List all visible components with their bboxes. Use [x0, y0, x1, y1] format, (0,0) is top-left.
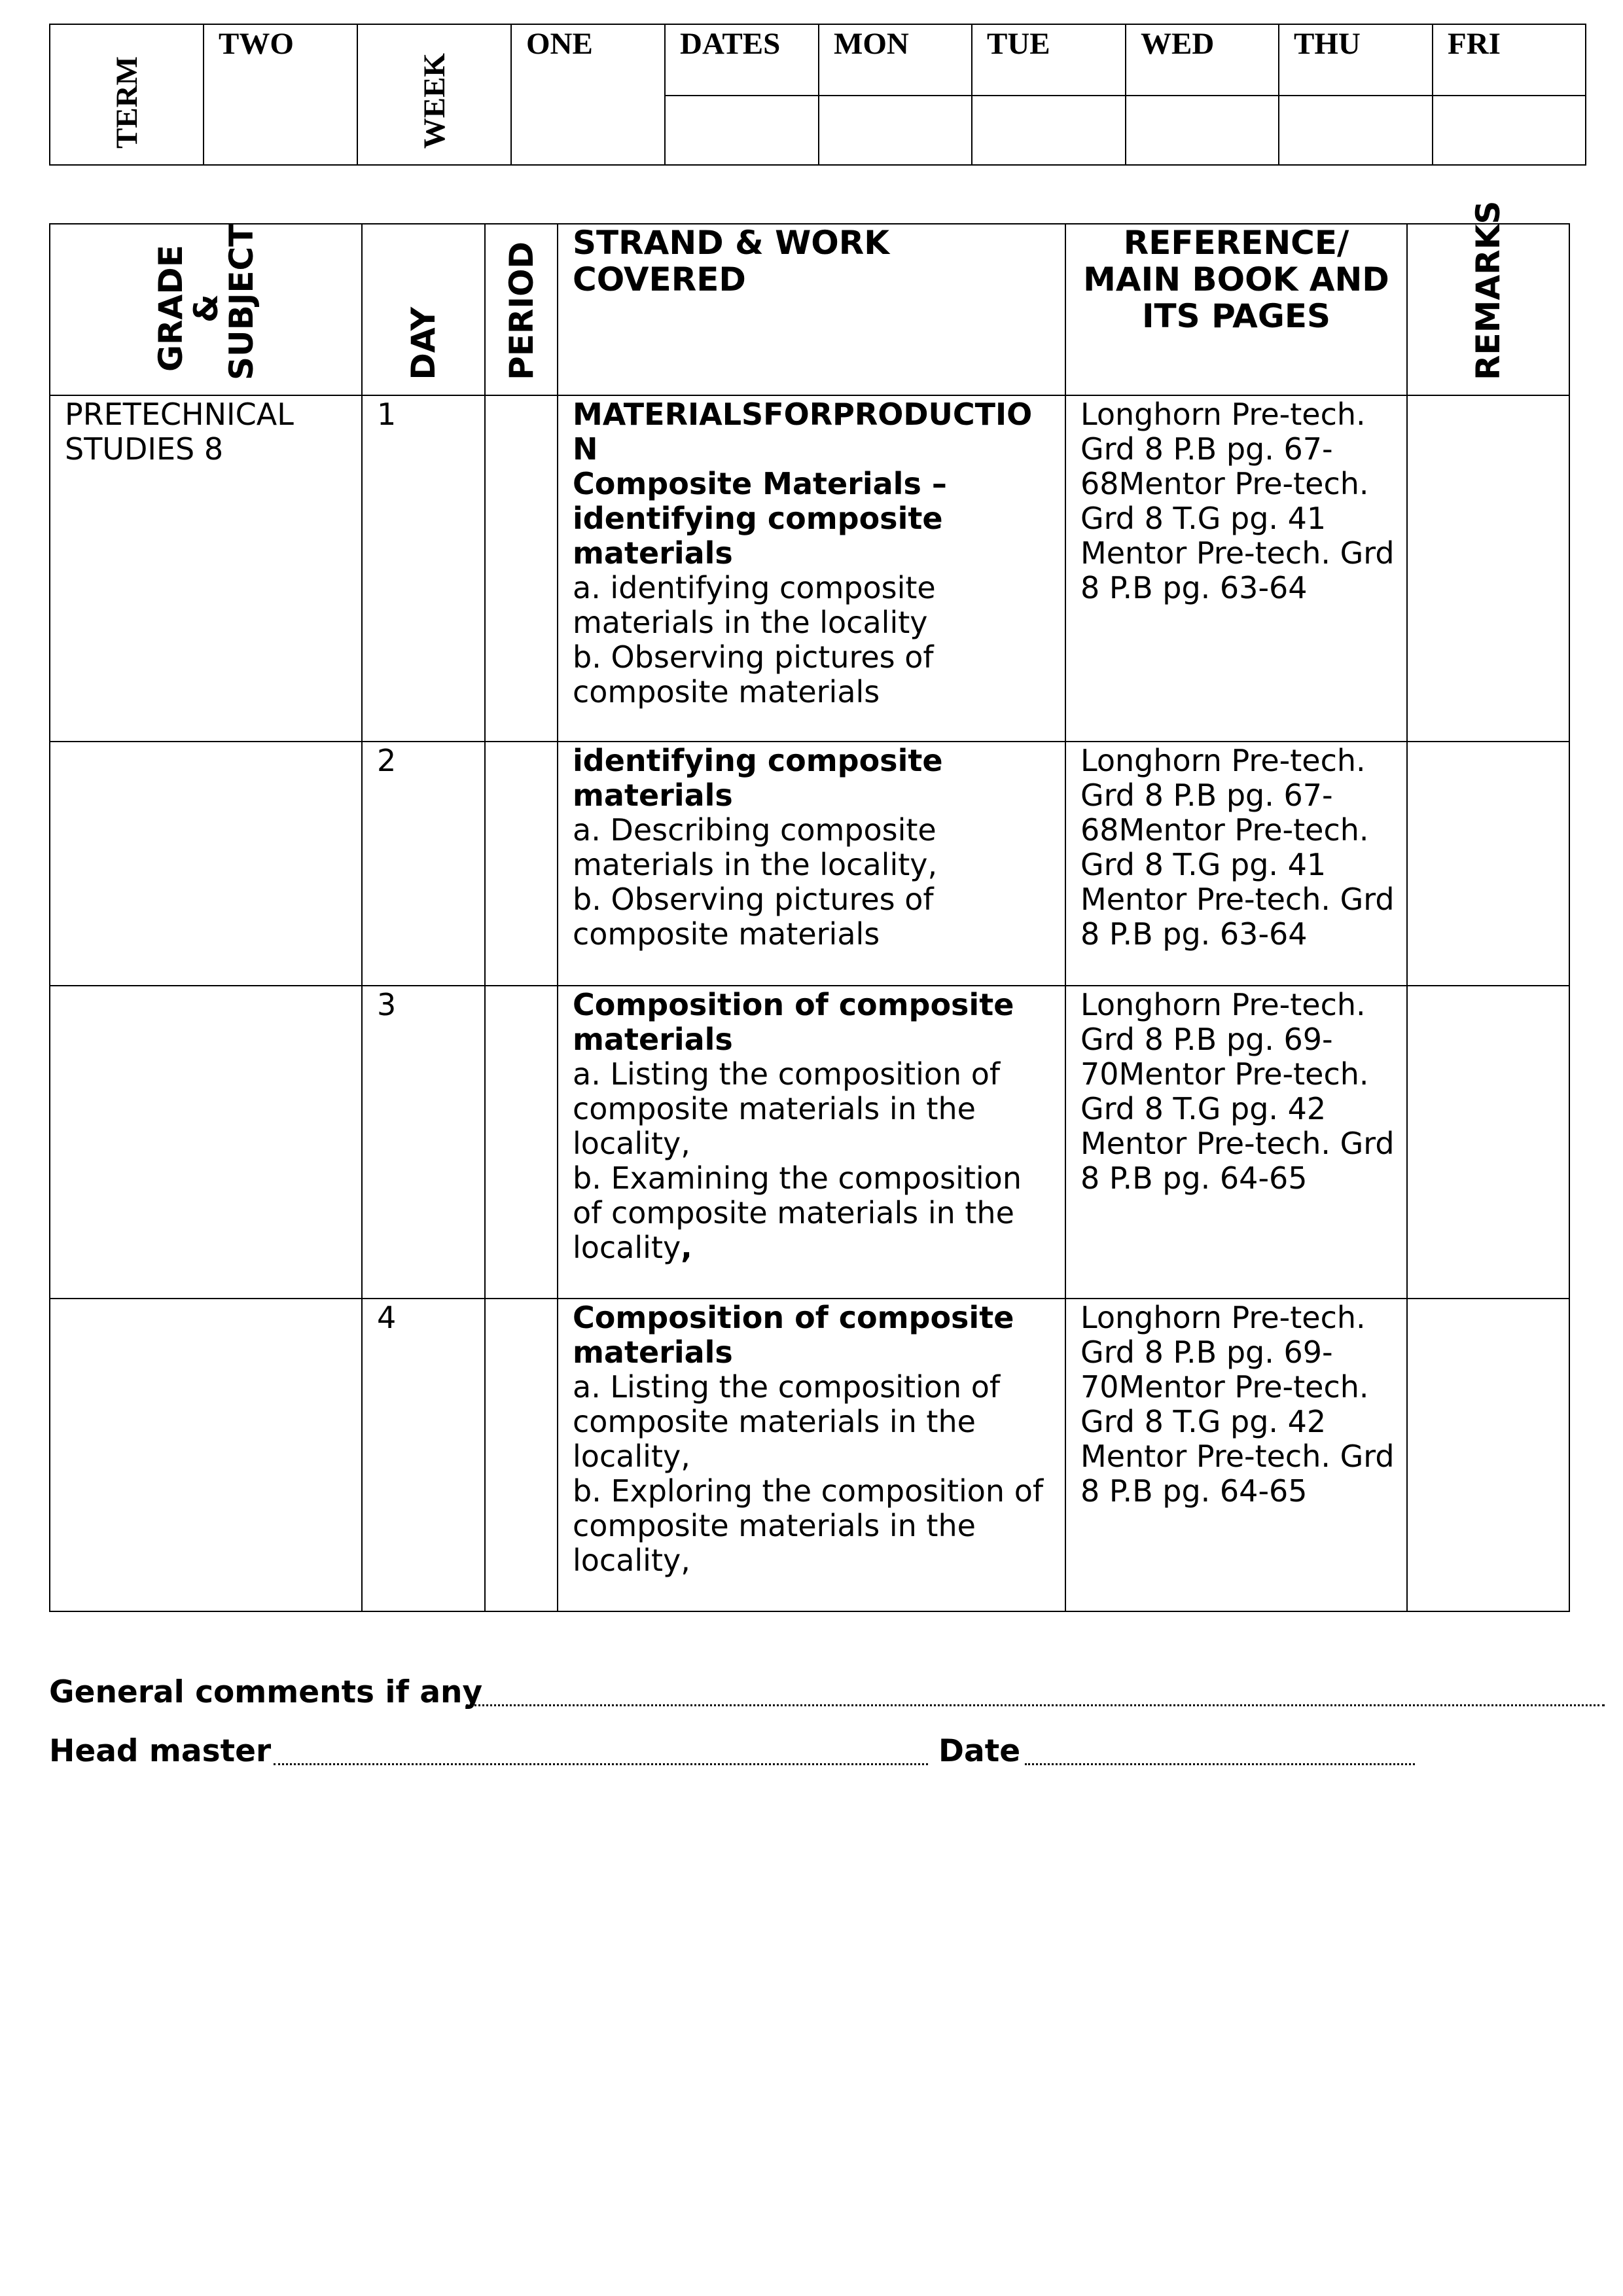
dates-value-cell[interactable] [665, 96, 819, 165]
day-label-mon: MON [819, 24, 972, 96]
strand-item-b-suffix: , [681, 1230, 692, 1265]
record-of-work-table [49, 200, 1570, 1612]
remarks-cell[interactable] [1407, 742, 1569, 986]
day-label-thu: THU [1279, 24, 1433, 96]
table-header-row [50, 224, 1569, 395]
headmaster-label: Head master [49, 1733, 272, 1769]
strand-item-b: b. Examining the composition of composite materials in the locality [573, 1160, 1022, 1265]
reference-header: REFERENCE/ MAIN BOOK AND ITS PAGES [1065, 224, 1407, 395]
term-week-header-table [49, 24, 1586, 166]
term-label-cell [50, 24, 204, 165]
remarks-cell[interactable] [1407, 1299, 1569, 1611]
subject-cell [50, 742, 362, 986]
remarks-cell[interactable] [1407, 986, 1569, 1299]
strand-subtitle: identifying composite materials [573, 743, 943, 813]
period-header-label: PERIOD [502, 242, 541, 380]
strand-subtitle: Composition of composite materials [573, 987, 1014, 1057]
day-label-wed: WED [1126, 24, 1279, 96]
subject-cell [50, 986, 362, 1299]
day-cell: 1 [362, 395, 485, 742]
day-cell: 3 [362, 986, 485, 1299]
reference-cell: Longhorn Pre-tech. Grd 8 P.B pg. 69-70Mentor Pre-tech. Grd 8 T.G pg. 42 Mentor Pre-tech. Grd 8 P.B pg. 64-65 [1065, 986, 1407, 1299]
table-row [50, 1299, 1569, 1611]
table-row [50, 742, 1569, 986]
general-comments-line[interactable] [466, 1704, 1605, 1706]
subject-cell [50, 1299, 362, 1611]
remarks-header-label: REMARKS [1469, 200, 1507, 380]
date-label: Date [938, 1733, 1021, 1769]
strand-title: MATERIALSFORPRODUCTION [573, 397, 1033, 467]
reference-cell: Longhorn Pre-tech. Grd 8 P.B pg. 67-68Mentor Pre-tech. Grd 8 T.G pg. 41 Mentor Pre-tech. Grd 8 P.B pg. 63-64 [1065, 395, 1407, 742]
day-cell: 4 [362, 1299, 485, 1611]
grade-subject-header [50, 224, 362, 395]
remarks-header [1407, 200, 1569, 395]
strand-item-b: b. Observing pictures of composite materials [573, 882, 934, 952]
term-label: TERM [109, 56, 144, 149]
dates-label: DATES [665, 24, 819, 96]
grade-subject-header-label: GRADE & SUBJECT [151, 224, 260, 380]
term-value-cell [204, 24, 357, 165]
strand-cell [558, 742, 1065, 986]
week-value-cell [511, 24, 665, 165]
mon-date-cell[interactable] [819, 96, 972, 165]
strand-subtitle: Composition of composite materials [573, 1300, 1014, 1370]
strand-subtitle: Composite Materials – identifying composite materials [573, 466, 947, 571]
strand-cell [558, 395, 1065, 742]
reference-cell: Longhorn Pre-tech. Grd 8 P.B pg. 67-68Mentor Pre-tech. Grd 8 T.G pg. 41 Mentor Pre-tech. Grd 8 P.B pg. 63-64 [1065, 742, 1407, 986]
strand-item-b-wrap [573, 1161, 1056, 1265]
strand-item-a: a. Describing composite materials in the locality, [573, 812, 938, 882]
strand-header: STRAND & WORK COVERED [558, 224, 1065, 395]
day-label-tue: TUE [972, 24, 1126, 96]
general-comments-label: General comments if any [49, 1674, 483, 1710]
tue-date-cell[interactable] [972, 96, 1126, 165]
period-header [485, 224, 558, 395]
strand-item-a: a. Listing the composition of composite materials in the locality, [573, 1369, 1001, 1474]
day-header [362, 224, 485, 395]
period-cell[interactable] [485, 742, 558, 986]
week-label: WEEK [417, 52, 452, 149]
term-value: TWO [219, 27, 294, 61]
strand-item-a: a. identifying composite materials in the locality [573, 570, 936, 640]
day-label-fri: FRI [1433, 24, 1586, 96]
table-row [50, 395, 1569, 742]
strand-item-b: b. Exploring the composition of composite materials in the locality, [573, 1473, 1044, 1578]
strand-item-a: a. Listing the composition of composite materials in the locality, [573, 1056, 1001, 1161]
strand-cell [558, 1299, 1065, 1611]
date-line[interactable] [1025, 1763, 1415, 1765]
day-header-label: DAY [404, 307, 442, 380]
period-cell[interactable] [485, 1299, 558, 1611]
strand-cell [558, 986, 1065, 1299]
wed-date-cell[interactable] [1126, 96, 1279, 165]
period-cell[interactable] [485, 986, 558, 1299]
fri-date-cell[interactable] [1433, 96, 1586, 165]
remarks-cell[interactable] [1407, 395, 1569, 742]
table-row [50, 986, 1569, 1299]
period-cell[interactable] [485, 395, 558, 742]
week-value: ONE [526, 27, 593, 61]
strand-item-b: b. Observing pictures of composite materials [573, 639, 934, 709]
subject-cell: PRETECHNICAL STUDIES 8 [50, 395, 362, 742]
reference-cell: Longhorn Pre-tech. Grd 8 P.B pg. 69-70Mentor Pre-tech. Grd 8 T.G pg. 42 Mentor Pre-tech. Grd 8 P.B pg. 64-65 [1065, 1299, 1407, 1611]
day-cell: 2 [362, 742, 485, 986]
thu-date-cell[interactable] [1279, 96, 1433, 165]
week-label-cell [357, 24, 511, 165]
headmaster-signature-line[interactable] [274, 1763, 928, 1765]
